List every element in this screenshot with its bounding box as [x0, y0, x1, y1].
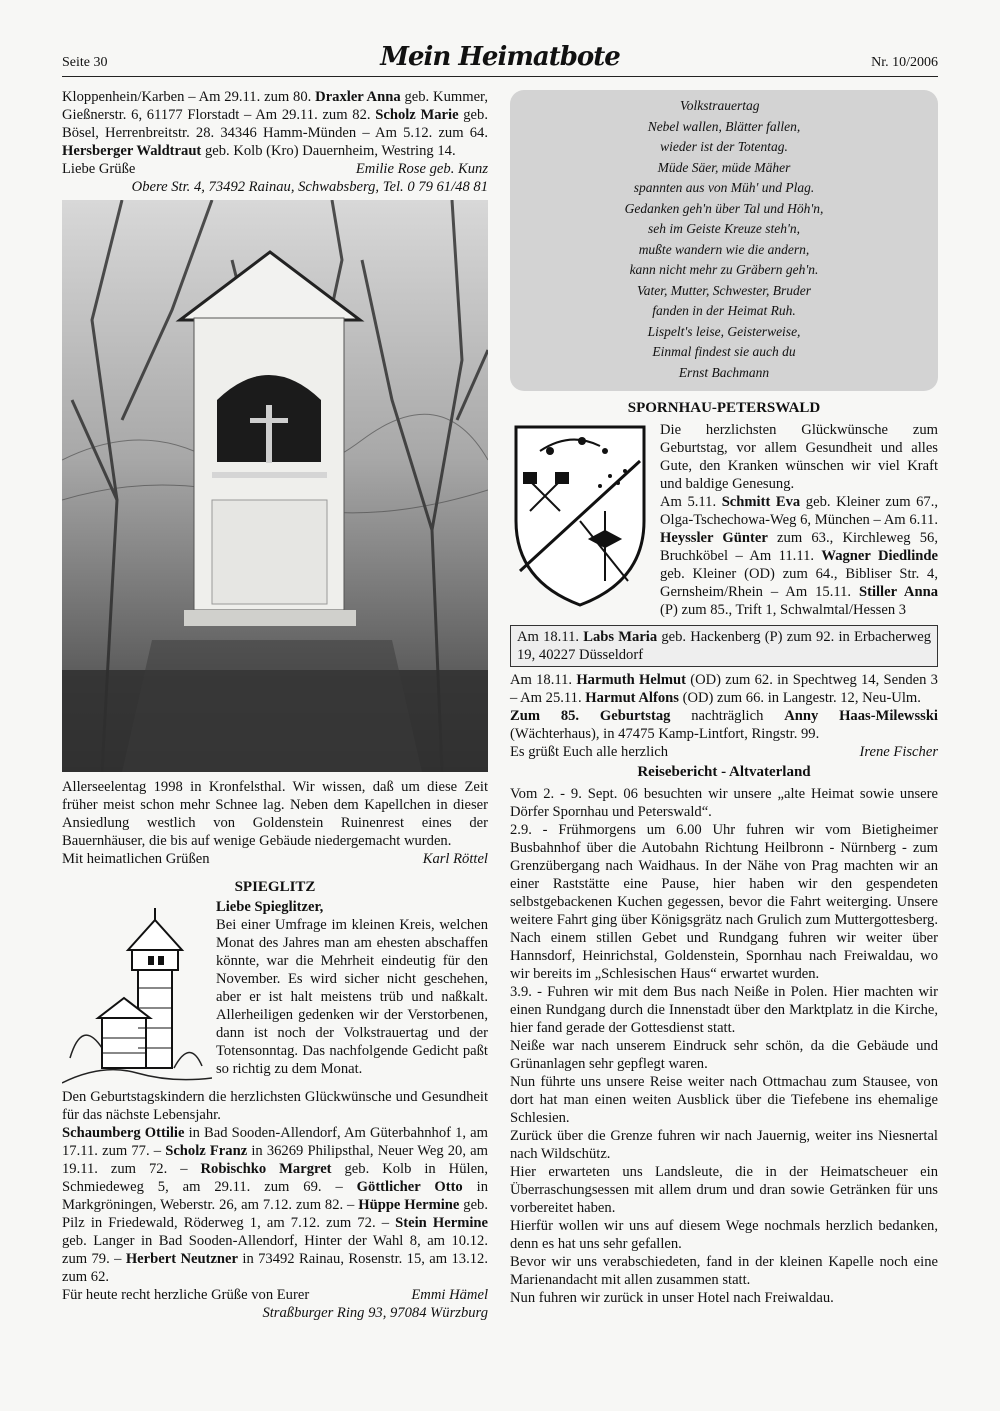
- spieglitz-letter: [62, 898, 488, 1088]
- signature-line: Liebe Grüße Emilie Rose geb. Kunz: [62, 161, 488, 177]
- spieglitz-birthday-list: Schaumberg Ottilie in Bad Sooden-Allendorf, Am Güterbahnhof 1, am 17.11. zum 77. – Scholz Franz in 36269 Philipsthal, Neuer Weg 20, am 19.11. zum 72. – Robischko Margret geb. Kolb in Hülen, Schmiedeweg 5, am 29.11. zum 69. – Göttlicher Otto in Markgröningen, Weberstr. 26, am 7.12. zum 82. – Hüppe Hermine geb. Pilz in Friedewald, Röderweg 1, am 7.12. zum 72. – Stein Hermine geb. Langer in Bad Sooden-Allendorf, Hinter der Wahl 8, am 10.12. zum 79. – Herbert Neutzner in 73492 Rainau, Rosenstr. 15, am 13.12. zum 62.: [62, 1125, 489, 1285]
- spornhau-paragraph-2: Am 18.11. Harmuth Helmut (OD) zum 62. in Spechtweg 14, Senden 3 – Am 25.11. Harmut Alfons (OD) zum 66. in Langestr. 12, Neu-Ulm.: [510, 672, 938, 706]
- travel-paragraph: Vom 2. - 9. Sept. 06 besuchten wir unsere „alte Heimat sowie unsere Dörfer Spornhau und Peterswald“.: [510, 786, 938, 820]
- travel-paragraph: 3.9. - Fuhren wir mit dem Bus nach Neiße in Polen. Hier machten wir einen Rundgang durch die Innenstadt über den Marktplatz in die Kirche, hier fand gerade der Gottesdienst statt.: [510, 984, 938, 1036]
- author-name: Emilie Rose geb. Kunz: [355, 161, 488, 177]
- highlight-box: Am 18.11. Labs Maria geb. Hackenberg (P) zum 92. in Erbacherweg 19, 40227 Düsseldorf: [510, 625, 938, 667]
- spieglitz-salutation: Liebe Spieglitzer,: [216, 899, 324, 915]
- poem-box: Volkstrauertag Nebel wallen, Blätter fallen, wieder ist der Totentag. Müde Säer, müde Mäher spannten aus von Müh' und Plag. Gedanken geh'n über Tal und Höh'n, seh im Geiste Kreuze steh'n, mußte wandern wie die andern, kann nicht mehr zu Gräbern geh'n. Vater, Mutter, Schwester, Bruder fanden in der Heimat Ruh. Lispelt's leise, Geisterweise, Einmal findest sie auch du Ernst Bachmann: [510, 90, 938, 391]
- photo-caption: Allerseelentag 1998 in Kronfelsthal. Wir wissen, daß um diese Zeit früher meist schon mehr Schnee lag. Neben dem Kapellchen in dieser Ansiedlung westlich von Goldenstein Ruinenrest eines der Bauernhäuser, die bis auf wenige Gebäude niedergemacht wurden.: [62, 779, 488, 849]
- intro-paragraph: Kloppenhein/Karben – Am 29.11. zum 80. Draxler Anna geb. Kummer, Gießnerstr. 6, 61177 Florstadt – Am 29.11. zum 82. Scholz Marie geb. Bösel, Herrenbreitstr. 28. 34346 Hamm-Münden – Am 5.12. zum 64. Hersberger Waldtraut geb. Kolb (Kro) Dauernheim, Westring 14.: [62, 89, 488, 159]
- spieglitz-heading: SPIEGLITZ: [234, 879, 316, 895]
- spornhau-birthdays: Am 5.11. Schmitt Eva geb. Kleiner zum 67., Olga-Tschechowa-Weg 6, München – Am 6.11. Heyssler Günter zum 63., Kirchleweg 56, Bruchköbel – Am 11.11. Wagner Diedlinde geb. Kleiner (OD) zum 64., Bibliser Str. 4, Gernsheim/Rhein – Am 15.11. Stiller Anna (P) zum 85., Trift 1, Schwalmtal/Hessen 3: [660, 494, 939, 618]
- travel-paragraph: Nun fuhren wir zurück in unser Hotel nach Freiwaldau.: [510, 1290, 834, 1306]
- spieglitz-body: Bei einer Umfrage im kleinen Kreis, welchen Monat des Jahres man am ehesten abschaffen könnte, war die Mehrheit eindeutig für den November. Es wird sicher nicht geschehen, aber er ist halt meistens trüb und naßkalt. Allerheiligen gedenken wir der Verstorbenen, dann ist noch der Volkstrauertag und der Totensonntag. Das nachfolgende Gedicht paßt so richtig zu dem Monat.: [216, 917, 488, 1077]
- spornhau-section: [510, 421, 938, 619]
- newspaper-logo: Mein Heimatbote: [380, 42, 620, 72]
- left-column: [62, 88, 488, 1322]
- chapel-photo-image: [62, 200, 488, 772]
- spieglitz-signature: Für heute recht herzliche Grüße von Eurer Emmi Hämel: [62, 1287, 488, 1303]
- travel-paragraph: Zurück über die Grenze fuhren wir nach Jauernig, weiter ins Niesnertal nach Wildschütz.: [510, 1128, 938, 1162]
- travel-paragraph: Nun führte uns unsere Reise weiter nach Ottmachau zum Stausee, von dort hat man einen weiten Ausblick über die Tiefebene ins ehemalige Schlesien.: [510, 1074, 938, 1126]
- travel-heading: Reisebericht - Altvaterland: [637, 764, 811, 780]
- author-address: Obere Str. 4, 73492 Rainau, Schwabsberg, Tel. 0 79 61/48 81: [131, 179, 488, 195]
- travel-paragraph: Hierfür wollen wir uns auf diesem Wege nochmals herzlich bedanken, denn es hat uns sehr gefallen.: [510, 1218, 938, 1252]
- chapel-photo: [62, 200, 488, 772]
- coat-of-arms-illustration: [510, 421, 650, 609]
- travel-paragraph: 2.9. - Frühmorgens um 6.00 Uhr fuhren wir vom Bietigheimer Busbahnhof über die Autobahn Richtung Heilbronn - Nürnberg - zum Grenzübergang nach Waidhaus. In der Nähe von Prag machten wir an einer Raststätte eine Pause, hier haben wir den gespendeten selbstgebackenen Kuchen gegessen, bevor die Fahrt weiterging. Unsere weitere Fahrt ging über Königsgrätz nach Grulich zum Muttergottesberg. Nach einem stillen Gebet und Rundgang fuhren wir weiter über Hannsdorf, Heinrichstal, Goldenstein, Spornhau nach Freiwaldau, wo wir bereits im „Schlesischen Haus“ erwartet wurden.: [510, 822, 938, 982]
- spieglitz-birthday-intro: Den Geburtstagskindern die herzlichsten Glückwünsche und Gesundheit für das nächste Lebensjahr.: [62, 1089, 488, 1123]
- header-rule: [62, 76, 938, 77]
- travel-paragraph: Bevor wir uns verabschiedeten, fand in der kleinen Kapelle noch eine Marienandacht mit allen zusammen statt.: [510, 1254, 938, 1288]
- travel-report: [510, 785, 938, 1307]
- right-column: [510, 90, 938, 1307]
- spornhau-heading: SPORNHAU-PETERSWALD: [627, 400, 821, 416]
- travel-paragraph: Hier erwarteten uns Landsleute, die in der Heimatscheuer ein Überraschungsessen mit allem drum und dran sowie Getränken für uns vorbereitet haben.: [510, 1164, 938, 1216]
- travel-paragraph: Neiße war nach unserem Eindruck sehr schön, da die Gebäude und Grünanlagen sehr gepflegt waren.: [510, 1038, 938, 1072]
- poem-author: Ernst Bachmann: [678, 364, 770, 380]
- caption-signature: Mit heimatlichen Grüßen Karl Röttel: [62, 851, 488, 867]
- caption-author: Karl Röttel: [422, 851, 488, 867]
- page-number: Seite 30: [62, 55, 108, 70]
- issue-number: Nr. 10/2006: [871, 55, 938, 70]
- spornhau-wishes: Die herzlichsten Glückwünsche zum Geburtstag, vor allem Gesundheit und alles Gute, den Kranken wünschen wir viel Kraft und baldige Genesung.: [660, 422, 938, 492]
- spornhau-signature: Es grüßt Euch alle herzlich Irene Fischer: [510, 744, 938, 760]
- poem-title: Volkstrauertag: [680, 98, 760, 113]
- spieglitz-address: Straßburger Ring 93, 97084 Würzburg: [262, 1305, 488, 1321]
- lookout-tower-illustration: [62, 898, 212, 1088]
- page-header: [62, 42, 938, 78]
- spornhau-paragraph-3: Zum 85. Geburtstag nachträglich Anny Haas-Milewsski (Wächterhaus), in 47475 Kamp-Lintfort, Ringstr. 99.: [510, 708, 938, 742]
